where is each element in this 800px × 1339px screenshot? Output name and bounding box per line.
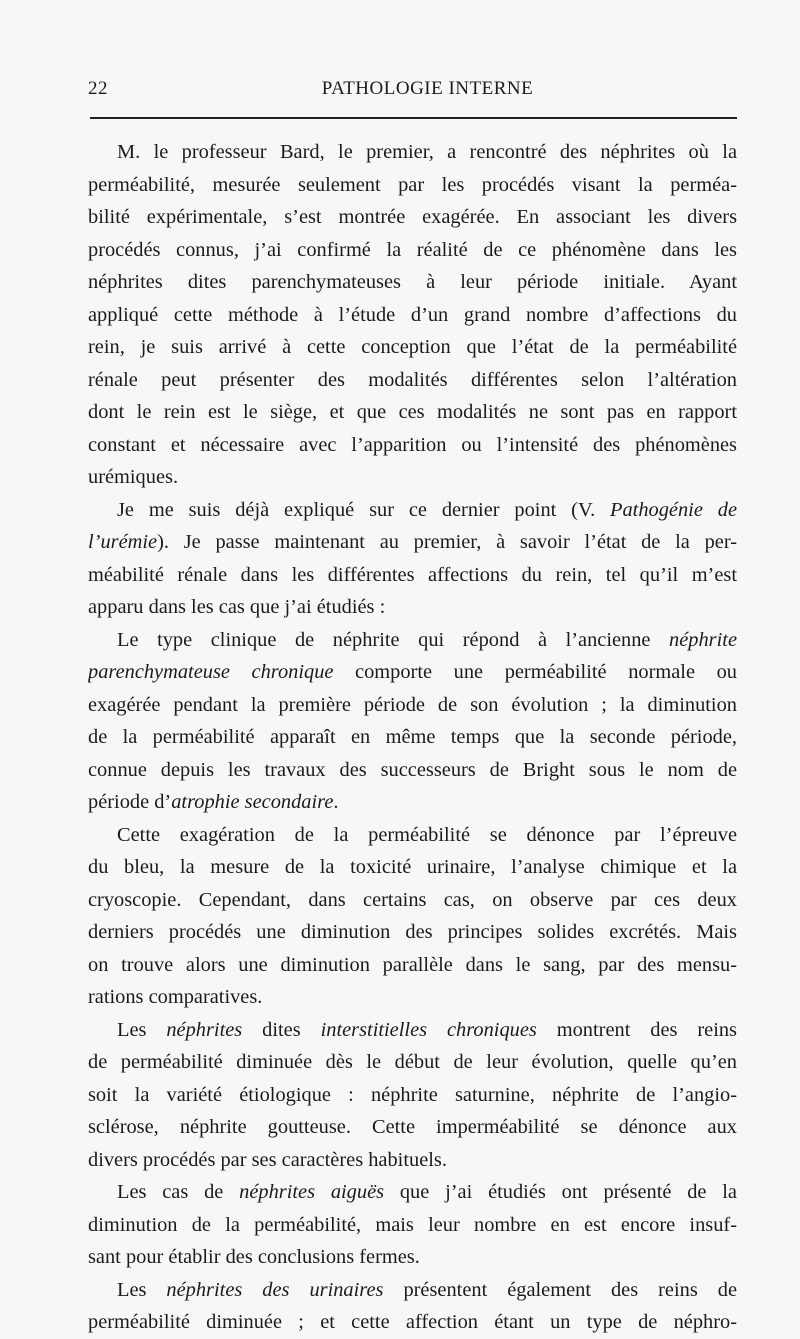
italic-text: néphrites bbox=[166, 1018, 243, 1041]
text-line bbox=[88, 201, 737, 234]
text-line bbox=[88, 266, 737, 299]
text-line bbox=[88, 754, 737, 787]
text-line bbox=[88, 1111, 737, 1144]
text-line bbox=[88, 591, 737, 624]
text-segment: Le type clinique de néphrite qui répond à l’ancienne bbox=[117, 628, 670, 651]
text-segment: diminution de la perméabilité, mais leur nombre en est encore insuf- bbox=[88, 1213, 737, 1236]
text-segment: apparu dans les cas que j’ai étudiés : bbox=[88, 596, 386, 618]
text-line bbox=[88, 1209, 737, 1242]
text-segment: Je me suis déjà expliqué sur ce dernier point (V. bbox=[117, 498, 611, 521]
text-segment: on trouve alors une diminution parallèle dans le sang, par des mensu- bbox=[88, 953, 737, 976]
text-segment: néphrites dites parenchymateuses à leur période initiale. Ayant bbox=[88, 271, 737, 293]
text-segment: urémiques. bbox=[88, 466, 179, 488]
text-line bbox=[88, 916, 737, 949]
page-number: 22 bbox=[88, 78, 108, 99]
text-segment: méabilité rénale dans les différentes affections du rein, tel qu’il m’est bbox=[88, 563, 737, 586]
text-line bbox=[88, 949, 737, 982]
text-segment: ). Je passe maintenant au premier, à savoir l’état de la per- bbox=[157, 531, 737, 553]
italic-text: parenchymateuse chronique bbox=[88, 661, 334, 683]
text-line bbox=[88, 429, 737, 462]
italic-text: atrophie secondaire bbox=[171, 791, 334, 813]
text-line bbox=[88, 331, 737, 364]
text-segment: perméabilité diminuée ; et cette affection étant un type de néphro- bbox=[88, 1311, 737, 1333]
text-line bbox=[88, 884, 737, 917]
text-segment: Les bbox=[117, 1278, 167, 1301]
text-line bbox=[88, 1241, 737, 1274]
text-line bbox=[88, 1079, 737, 1112]
text-segment: de la perméabilité apparaît en même temps que la seconde période, bbox=[88, 726, 737, 748]
text-line bbox=[88, 1046, 737, 1079]
italic-text: interstitielles chroniques bbox=[320, 1018, 537, 1041]
text-line bbox=[88, 1144, 737, 1177]
text-segment: dites bbox=[242, 1018, 321, 1041]
text-line bbox=[88, 819, 737, 852]
body-text bbox=[88, 136, 737, 1339]
text-line bbox=[88, 169, 737, 202]
text-segment: procédés connus, j’ai confirmé la réalité de ce phénomène dans les bbox=[88, 238, 737, 261]
text-line bbox=[88, 851, 737, 884]
text-segment: connue depuis les travaux des successeurs de Bright sous le nom de bbox=[88, 758, 737, 781]
text-segment: soit la variété étiologique : néphrite saturnine, néphrite de l’angio- bbox=[88, 1083, 737, 1106]
text-segment: exagérée pendant la première période de son évolution ; la diminution bbox=[88, 693, 737, 716]
text-segment: . bbox=[333, 791, 339, 813]
text-line bbox=[88, 234, 737, 267]
text-segment: bilité expérimentale, s’est montrée exagérée. En associant les divers bbox=[88, 206, 737, 228]
text-segment: divers procédés par ses caractères habituels. bbox=[88, 1148, 447, 1171]
text-segment: comporte une perméabilité normale ou bbox=[333, 661, 737, 683]
header-rule bbox=[90, 117, 737, 119]
text-line bbox=[88, 559, 737, 592]
page-header bbox=[88, 74, 737, 104]
text-line bbox=[88, 494, 737, 527]
text-segment: constant et nécessaire avec l’apparition ou l’intensité des phénomènes bbox=[88, 433, 737, 456]
text-line bbox=[88, 721, 737, 754]
text-segment: Cette exagération de la perméabilité se dénonce par l’épreuve bbox=[117, 823, 737, 846]
text-segment: de perméabilité diminuée dès le début de leur évolution, quelle qu’en bbox=[88, 1051, 737, 1073]
text-segment: perméabilité, mesurée seulement par les procédés visant la perméa- bbox=[88, 173, 737, 196]
italic-text: Pathogénie de bbox=[610, 498, 737, 521]
text-line bbox=[88, 624, 737, 657]
text-line bbox=[88, 136, 737, 169]
text-segment: période d’ bbox=[88, 791, 172, 813]
text-segment: appliqué cette méthode à l’étude d’un grand nombre d’affections du bbox=[88, 303, 737, 326]
italic-text: néphrites des urinaires bbox=[166, 1278, 384, 1301]
text-line bbox=[88, 786, 737, 819]
italic-text: l’urémie bbox=[88, 531, 158, 553]
text-line bbox=[88, 299, 737, 332]
text-segment: rénale peut présenter des modalités différentes selon l’altération bbox=[88, 368, 737, 391]
text-segment: dont le rein est le siège, et que ces modalités ne sont pas en rapport bbox=[88, 401, 737, 423]
text-line bbox=[88, 689, 737, 722]
text-segment: sant pour établir des conclusions fermes. bbox=[88, 1246, 420, 1268]
text-line bbox=[88, 1306, 737, 1339]
text-line bbox=[88, 461, 737, 494]
text-line bbox=[88, 1176, 737, 1209]
text-segment: Les cas de bbox=[117, 1181, 240, 1203]
text-segment: rein, je suis arrivé à cette conception que l’état de la perméabilité bbox=[88, 336, 737, 358]
text-segment: du bleu, la mesure de la toxicité urinaire, l’analyse chimique et la bbox=[88, 856, 737, 878]
running-title: PATHOLOGIE INTERNE bbox=[321, 78, 534, 99]
text-line bbox=[88, 364, 737, 397]
text-line bbox=[88, 396, 737, 429]
text-line bbox=[88, 656, 737, 689]
text-line bbox=[88, 981, 737, 1014]
text-segment: présentent également des reins de bbox=[383, 1278, 737, 1301]
text-segment: derniers procédés une diminution des principes solides excrétés. Mais bbox=[88, 921, 737, 943]
italic-text: néphrite bbox=[669, 628, 737, 651]
text-segment: rations comparatives. bbox=[88, 986, 263, 1008]
text-segment: cryoscopie. Cependant, dans certains cas, on observe par ces deux bbox=[88, 888, 737, 911]
italic-text: néphrites aiguës bbox=[239, 1181, 385, 1203]
text-line bbox=[88, 526, 737, 559]
text-segment: sclérose, néphrite goutteuse. Cette imperméabilité se dénonce aux bbox=[88, 1116, 737, 1138]
text-segment: que j’ai étudiés ont présenté de la bbox=[384, 1181, 737, 1203]
text-line bbox=[88, 1274, 737, 1307]
text-segment: Les bbox=[117, 1018, 167, 1041]
text-line bbox=[88, 1014, 737, 1047]
text-segment: M. le professeur Bard, le premier, a rencontré des néphrites où la bbox=[117, 141, 737, 163]
text-segment: montrent des reins bbox=[536, 1018, 737, 1041]
